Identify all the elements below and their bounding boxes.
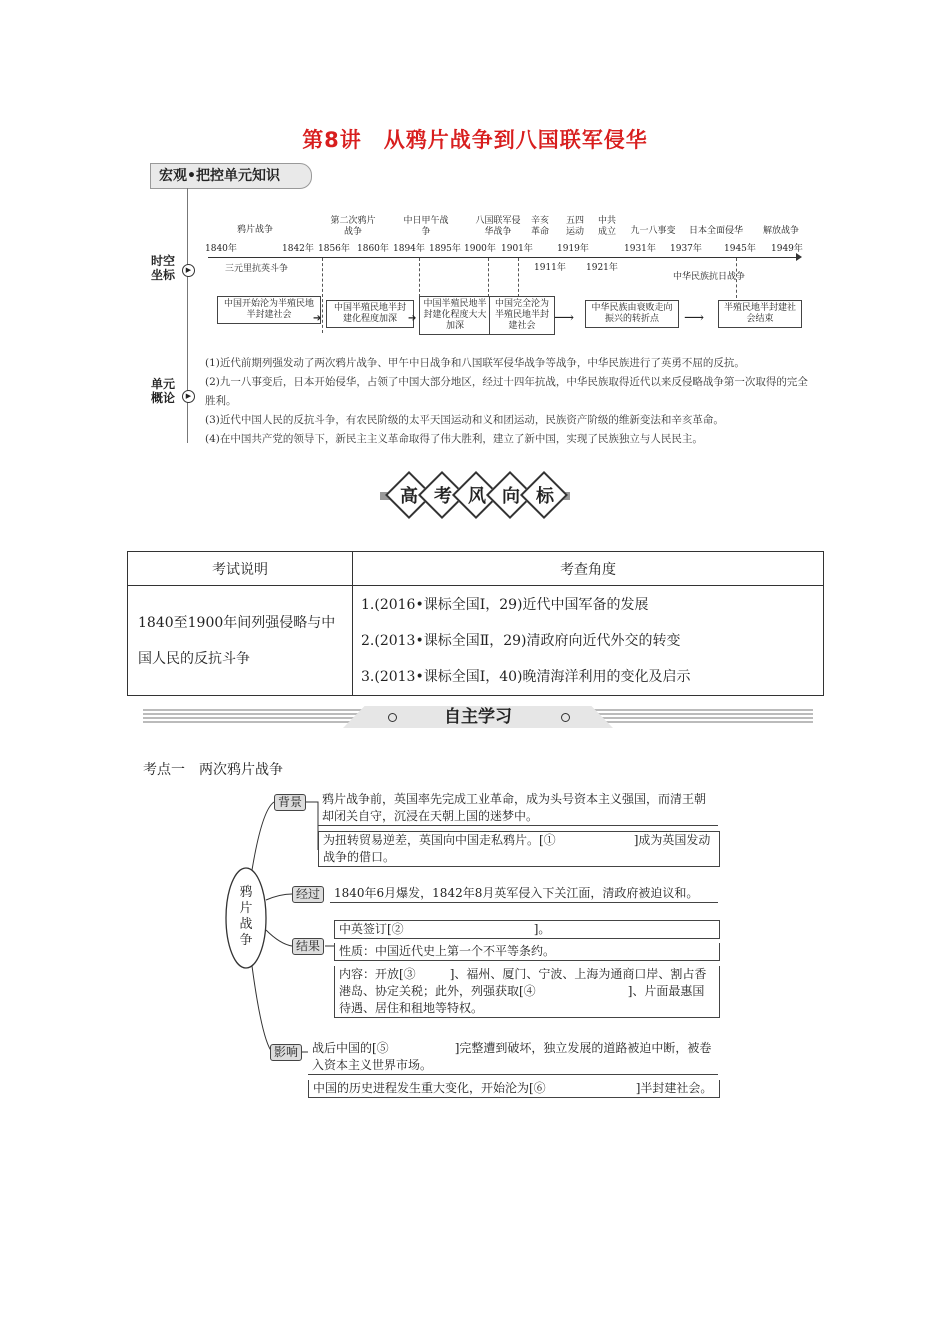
event-label: 第二次鸦片战争	[330, 216, 376, 237]
text-part: 为扭转贸易逆差，英国向中国走私鸦片。[①	[323, 833, 556, 847]
play-icon: ▶	[182, 264, 195, 277]
year-label: 1900年	[464, 244, 496, 254]
year-label: 1901年	[501, 244, 533, 254]
section-heading: 考点一 两次鸦片战争	[143, 762, 283, 778]
mindmap-center: 鸦片战争	[239, 885, 253, 948]
text-part: ]、片面最惠国待遇、居住和租地等特权。	[339, 984, 705, 1015]
summary-line: (2)九一八事变后，日本开始侵华，占领了中国大部分地区，经过十四年抗战，中华民族取得近代以来反侵略战争第一次取得的完全胜利。	[205, 376, 808, 407]
summary-line: (1)近代前期列强发动了两次鸦片战争、甲午中日战争和八国联军侵华战争等战争，中华民族进行了英勇不屈的反抗。	[205, 357, 745, 369]
event-label: 鸦片战争	[236, 225, 273, 235]
year-label: 1860年	[357, 244, 389, 254]
stage-box: 中国完全沦为半殖民地半封建社会	[489, 296, 555, 335]
section-banner: 宏观•把控单元知识	[150, 163, 312, 189]
label-result: 结果	[292, 938, 324, 955]
stage-box: 中国开始沦为半殖民地半封建社会	[217, 296, 321, 324]
exam-item: 2.(2013•课标全国Ⅱ，29)清政府向近代外交的转变	[361, 632, 681, 649]
background-text-1: 鸦片战争前，英国率先完成工业革命，成为头号资本主义强国，而清王朝却闭关自守，沉浸在天朝上国的迷梦中。	[318, 791, 718, 826]
text-part: 中国的历史进程发生重大变化，开始沦为[⑥	[313, 1081, 546, 1095]
year-label: 1937年	[670, 244, 702, 254]
impact-text-1	[308, 1040, 718, 1075]
event-label: 解放战争	[762, 226, 799, 236]
resistance-label: 三元里抗英斗争	[225, 264, 289, 274]
event-label: 中日甲午战争	[403, 216, 449, 237]
arrow-right-icon: ➔	[408, 313, 417, 324]
resistance-label: 中华民族抗日战争	[673, 272, 746, 282]
text-part: ]成为英国发动战争的借口。	[323, 833, 711, 864]
year-label: 1921年	[586, 263, 618, 273]
event-label: 日本全面侵华	[688, 226, 743, 236]
year-label: 1856年	[318, 244, 350, 254]
text-part: 中英签订[②	[339, 922, 404, 936]
text-part: ]半封建社会。	[635, 1081, 713, 1095]
arrow-right-icon: ⟶	[684, 310, 705, 326]
label-course: 经过	[292, 886, 324, 903]
banner-char: 标	[536, 486, 554, 507]
label-impact: 影响	[270, 1044, 302, 1061]
course-text: 1840年6月爆发，1842年8月英军侵入下关江面，清政府被迫议和。	[330, 885, 718, 903]
page-title: 第8讲 从鸦片战争到八国联军侵华	[302, 128, 648, 152]
text-part: 内容：开放[③	[339, 967, 416, 981]
banner-char: 风	[468, 486, 486, 507]
event-label: 中共成立	[597, 216, 616, 237]
text-part: ]完整遭到破坏，独立发展的道路被迫中断，被卷入资本主义世界市场。	[312, 1041, 712, 1072]
background-text-2	[318, 831, 720, 867]
result-text-1	[334, 920, 720, 939]
arrow-right-icon: ➔	[313, 313, 322, 324]
stage-box: 中国半殖民地半封建化程度大大加深	[419, 296, 491, 335]
arrow-right-icon: ⟶	[554, 310, 575, 326]
summary-line: (3)近代中国人民的反抗斗争，有农民阶级的太平天国运动和义和团运动，民族资产阶级的维新变法和辛亥革命。	[205, 414, 724, 426]
summary-line: (4)在中国共产党的领导下，新民主主义革命取得了伟大胜利，建立了新中国，实现了民族独立与人民民主。	[205, 433, 703, 445]
event-label: 五四运动	[565, 216, 584, 237]
stage-box: 半殖民地半封建社会结束	[718, 300, 802, 328]
label-background: 背景	[274, 794, 306, 811]
side-label-summary: 单元概论	[150, 377, 175, 405]
year-label: 1895年	[429, 244, 461, 254]
year-label: 1949年	[771, 244, 803, 254]
event-label: 辛亥革命	[530, 216, 549, 237]
year-label: 1842年	[282, 244, 314, 254]
side-label-timeline: 时空坐标	[150, 254, 175, 282]
year-label: 1945年	[724, 244, 756, 254]
table-header: 考查角度	[353, 552, 824, 586]
banner-char: 考	[434, 486, 452, 507]
banner-char: 高	[400, 486, 418, 507]
text-part: ]、福州、厦门、宁波、上海为通商口岸、割占香港岛、协定关税；此外，列强获取[④	[339, 967, 707, 998]
year-label: 1911年	[534, 263, 566, 273]
event-label: 八国联军侵华战争	[475, 216, 521, 237]
play-icon: ▶	[182, 390, 195, 403]
result-text-3	[334, 966, 720, 1018]
text-part: 战后中国的[⑤	[312, 1041, 389, 1055]
exam-description: 1840至1900年间列强侵略与中国人民的反抗斗争	[128, 586, 353, 696]
impact-text-2	[308, 1080, 720, 1098]
exam-item: 1.(2016•课标全国Ⅰ，29)近代中国军备的发展	[361, 596, 649, 613]
stage-box: 中华民族由衰败走向振兴的转折点	[585, 300, 679, 328]
banner-char: 向	[502, 486, 520, 507]
table-header: 考试说明	[128, 552, 353, 586]
stage-box: 中国半殖民地半封建化程度加深	[326, 300, 414, 328]
year-label: 1840年	[205, 244, 237, 254]
year-label: 1931年	[624, 244, 656, 254]
self-study-title: 自主学习	[444, 707, 512, 727]
text-part: ]。	[533, 922, 551, 936]
result-text-2: 性质：中国近代史上第一个不平等条约。	[334, 943, 720, 961]
event-label: 九一八事变	[630, 226, 676, 236]
year-label: 1894年	[393, 244, 425, 254]
year-label: 1919年	[557, 244, 589, 254]
exam-item: 3.(2013•课标全国Ⅰ，40)晚清海洋利用的变化及启示	[361, 668, 691, 685]
